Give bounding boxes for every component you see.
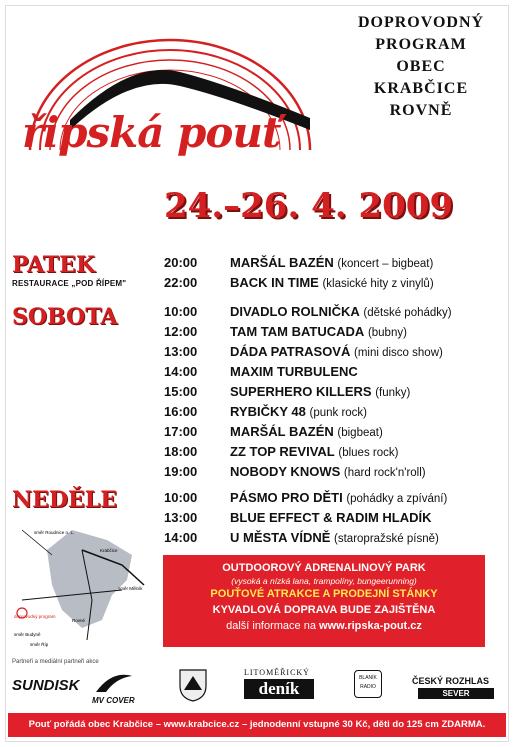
mvcover-icon [92, 670, 136, 696]
row-note: (koncert – bigbeat) [337, 258, 434, 270]
subtitle-line: OBEC [396, 58, 446, 75]
row-act: NOBODY KNOWS [230, 464, 341, 479]
program-row [164, 402, 504, 421]
row-act: BACK IN TIME [230, 275, 319, 290]
row-time: 14:00 [164, 364, 198, 379]
footer-bar: Pouť pořádá obec Krabčice – www.krabcice.cz – jednodenní vstupné 30 Kč, děti do 125 cm ZDARMA. [8, 713, 506, 737]
denik-logo: deník [244, 679, 314, 699]
info-adrenaline-sub: (vysoká a nízká lana, trampolíny, bungeerunning) [231, 576, 417, 586]
row-note: (bubny) [367, 327, 407, 339]
row-act: DIVADLO ROLNIČKA [230, 304, 360, 319]
friday-venue: RESTAURACE „POD ŘÍPEM" [12, 279, 127, 288]
subtitle-line: KRABČICE [373, 80, 469, 97]
row-note: (staropražské písně) [334, 533, 439, 545]
map-label: Rovné [72, 618, 86, 623]
program-row [164, 488, 504, 507]
row-note: (mini disco show) [354, 347, 443, 359]
row-note: (punk rock) [309, 407, 368, 419]
row-note: (pohádky a zpívání) [346, 493, 448, 505]
map-label: směr Mělník [118, 586, 143, 591]
subtitle-line: ROVNĚ [389, 102, 453, 119]
row-note: (funky) [375, 387, 411, 399]
program-row [164, 302, 504, 321]
row-time: 12:00 [164, 324, 198, 339]
row-time: 15:00 [164, 384, 198, 399]
row-act: ZZ TOP REVIVAL [230, 444, 335, 459]
subtitle-line: DOPROVODNÝ [357, 14, 485, 31]
area-map [12, 510, 158, 650]
program-row [164, 273, 504, 292]
program-subtitle [346, 12, 496, 122]
day-friday: PATEK [12, 252, 96, 278]
program-row [164, 528, 504, 547]
program-row [164, 382, 504, 401]
program-row [164, 253, 504, 272]
sundisk-logo: SUNDISK [12, 677, 80, 694]
row-time: 19:00 [164, 464, 198, 479]
row-act: PÁSMO PRO DĚTI [230, 490, 343, 505]
map-label: Krabčice [100, 548, 118, 553]
row-act: RYBIČKY 48 [230, 404, 306, 419]
row-time: 22:00 [164, 275, 198, 290]
row-time: 14:00 [164, 530, 198, 545]
program-row [164, 422, 504, 441]
mvcover-logo: MV COVER [92, 696, 135, 705]
row-note: (bigbeat) [337, 427, 383, 439]
subtitle-line: PROGRAM [375, 36, 467, 53]
row-note: (hard rock'n'roll) [343, 467, 426, 479]
map-label: směr Roudnice n. L. [34, 530, 75, 535]
blanik-radio-logo: BLANÍK RADIO [354, 670, 382, 698]
info-adrenaline-park: OUTDOOROVÝ ADRENALINOVÝ PARK [222, 562, 426, 574]
map-label: směr Říp [30, 642, 49, 647]
info-box [163, 555, 485, 647]
row-act: U MĚSTA VÍDNĚ [230, 530, 331, 545]
info-url-link[interactable]: www.ripska-pout.cz [319, 620, 422, 632]
coat-of-arms-icon [178, 668, 208, 702]
partners-label: Partneři a mediální partneři akce [12, 659, 99, 665]
row-act: TAM TAM BATUCADA [230, 324, 365, 339]
row-note: (blues rock) [338, 447, 399, 459]
map-highlight: doprovodný program [14, 614, 56, 619]
map-label: směr Budyně [14, 632, 41, 637]
row-act: SUPERHERO KILLERS [230, 384, 372, 399]
row-act: MARŠÁL BAZÉN [230, 424, 334, 439]
program-row [164, 342, 504, 361]
sever-logo: SEVER [418, 688, 494, 699]
row-time: 17:00 [164, 424, 198, 439]
event-title: řipská pouť [22, 108, 281, 157]
row-act: BLUE EFFECT & RADIM HLADÍK [230, 510, 432, 525]
row-act: DÁDA PATRASOVÁ [230, 344, 351, 359]
program-row [164, 322, 504, 341]
program-row [164, 508, 504, 527]
row-note: (dětské pohádky) [363, 307, 452, 319]
row-time: 13:00 [164, 510, 198, 525]
row-act: MAXIM TURBULENC [230, 364, 358, 379]
day-sunday: NEDĚLE [12, 487, 117, 513]
row-time: 20:00 [164, 255, 198, 270]
program-row [164, 362, 504, 381]
row-act: MARŠÁL BAZÉN [230, 255, 334, 270]
row-time: 10:00 [164, 490, 198, 505]
litomericky-label: LITOMĚŘICKÝ [244, 668, 310, 677]
info-attractions: POUŤOVÉ ATRAKCE A PRODEJNÍ STÁNKY [210, 588, 438, 600]
row-time: 16:00 [164, 404, 198, 419]
cesky-rozhlas-logo: ČESKÝ ROZHLAS [412, 676, 490, 686]
day-saturday: SOBOTA [12, 304, 118, 330]
info-shuttle: KYVADLOVÁ DOPRAVA BUDE ZAJIŠTĚNA [212, 604, 436, 616]
row-note: (klasické hity z vinylů) [322, 278, 434, 290]
program-row [164, 442, 504, 461]
row-time: 13:00 [164, 344, 198, 359]
event-dates: 24.–26. 4. 2009 [164, 186, 454, 226]
info-more-prefix: další informace na [226, 620, 320, 632]
row-time: 10:00 [164, 304, 198, 319]
program-row [164, 462, 504, 481]
info-more [163, 618, 485, 634]
row-time: 18:00 [164, 444, 198, 459]
